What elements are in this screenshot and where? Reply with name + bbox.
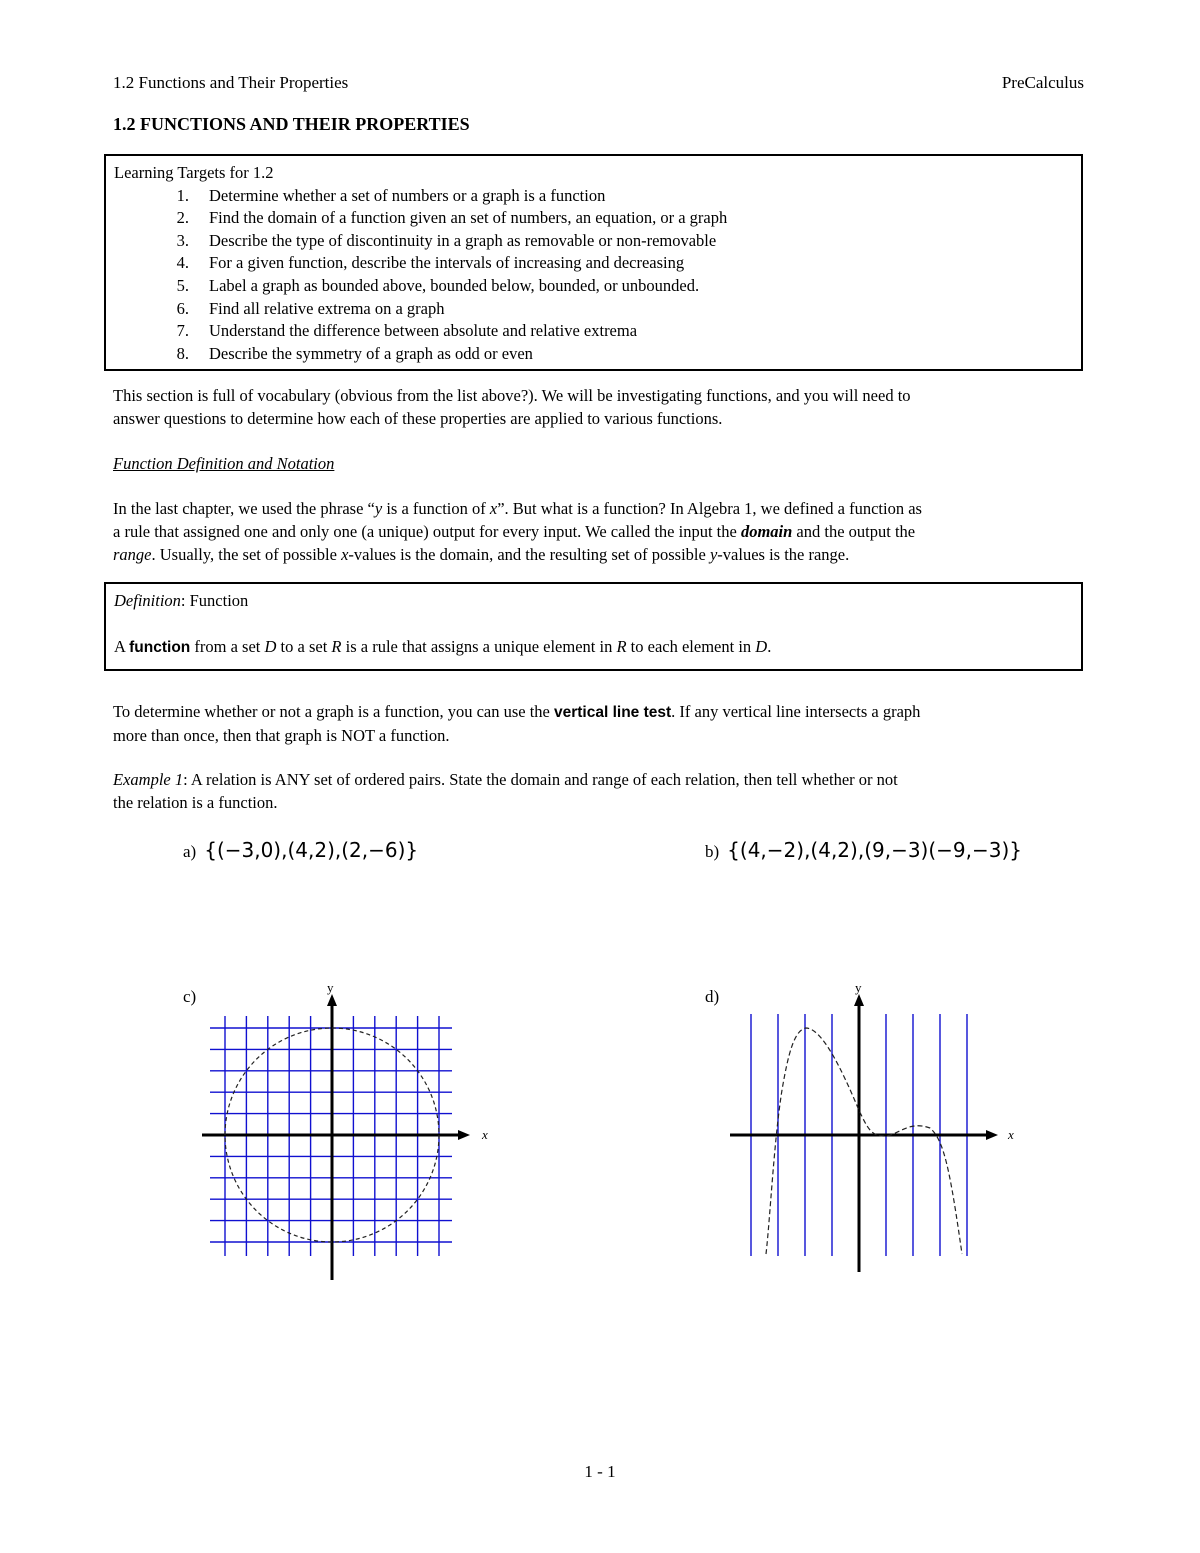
- function-term: function: [129, 639, 191, 656]
- graph-d-x-arrow: [986, 1130, 998, 1140]
- intro-line-2: answer questions to determine how each of these properties are applied to various functions.: [113, 409, 723, 428]
- learning-target-text: Determine whether a set of numbers or a graph is a function: [209, 185, 606, 205]
- example-1-line-2: the relation is a function.: [113, 793, 278, 812]
- graph-d-function-curve: [766, 1028, 962, 1254]
- graph-c-label: c): [183, 987, 197, 1006]
- range-term: range: [113, 545, 152, 564]
- graph-d-y-arrow: [854, 994, 864, 1006]
- graph-c-y-label: y: [327, 980, 334, 995]
- graph-c-x-arrow: [458, 1130, 470, 1140]
- learning-target-text: Understand the difference between absolute and relative extrema: [209, 321, 638, 341]
- learning-target-item: [114, 275, 1073, 298]
- relation-a: a) {(−3,0),(4,2),(2,−6)}: [183, 838, 419, 862]
- domain-term: domain: [740, 522, 793, 541]
- notation-paragraph: [113, 497, 1093, 566]
- definition-text: A function from a set D to a set R is a rule that assigns a unique element in R to each element in D.: [114, 637, 772, 656]
- learning-target-number: 8.: [176, 343, 189, 363]
- running-header-left: 1.2 Functions and Their Properties: [113, 73, 349, 92]
- learning-target-text: For a given function, describe the intervals of increasing and decreasing: [209, 253, 685, 273]
- learning-target-number: 1.: [176, 185, 189, 205]
- vertical-line-test-term: vertical line test: [554, 704, 672, 721]
- notation-line-2: a rule that assigned one and only one (a unique) output for every input. We called the input the domain and the output the: [113, 522, 916, 541]
- section-heading: Function Definition and Notation: [113, 454, 335, 473]
- definition-box: [104, 582, 1083, 671]
- page-number: 1 - 1: [584, 1462, 616, 1481]
- learning-target-item: [114, 320, 1073, 343]
- learning-target-text: Label a graph as bounded above, bounded below, bounded, or unbounded.: [209, 275, 700, 295]
- page-title: 1.2 FUNCTIONS AND THEIR PROPERTIES: [113, 114, 470, 134]
- notation-line-1: In the last chapter, we used the phrase “y is a function of x”. But what is a function? In Algebra 1, we defined a function as: [113, 499, 922, 518]
- learning-target-number: 6.: [176, 298, 189, 318]
- learning-target-text: Describe the type of discontinuity in a graph as removable or non-removable: [209, 230, 717, 250]
- learning-target-item: [114, 298, 1073, 321]
- learning-target-number: 4.: [176, 253, 189, 273]
- learning-target-number: 3.: [176, 230, 189, 250]
- learning-target-text: Find all relative extrema on a graph: [209, 298, 445, 318]
- learning-target-text: Describe the symmetry of a graph as odd or even: [209, 343, 533, 363]
- learning-target-item: [114, 230, 1073, 253]
- graph-d-x-label: x: [1008, 1127, 1014, 1142]
- relation-b-expression: {(4,−2),(4,2),(9,−3)(−9,−3)}: [727, 838, 1023, 862]
- learning-targets-box: [104, 154, 1083, 371]
- graph-c-x-label: x: [482, 1127, 488, 1142]
- learning-target-number: 7.: [176, 321, 189, 341]
- learning-targets-heading: Learning Targets for 1.2: [114, 163, 274, 182]
- learning-target-number: 5.: [176, 275, 189, 295]
- learning-target-item: [114, 207, 1073, 230]
- intro-line-1: This section is full of vocabulary (obvious from the list above?). We will be investigating functions, and you will need to: [113, 386, 911, 405]
- learning-target-item: [114, 343, 1073, 366]
- vlt-line-2: more than once, then that graph is NOT a function.: [113, 726, 450, 745]
- relation-a-expression: {(−3,0),(4,2),(2,−6)}: [204, 838, 419, 862]
- learning-target-item: [114, 252, 1073, 275]
- vertical-line-test-paragraph: [113, 700, 1093, 747]
- vlt-line-1: To determine whether or not a graph is a function, you can use the vertical line test. If any vertical line intersects a graph: [113, 702, 921, 721]
- graph-d-curve: [722, 980, 1022, 1280]
- learning-target-item: [114, 185, 1073, 208]
- graph-c-y-arrow: [327, 994, 337, 1006]
- graph-d-y-label: y: [855, 980, 862, 995]
- intro-paragraph: [113, 384, 1093, 430]
- learning-targets-list: [114, 185, 1073, 366]
- example-1-prompt: [113, 768, 1093, 814]
- graph-c-circle: [196, 980, 496, 1280]
- learning-target-number: 2.: [176, 208, 189, 228]
- example-1-line-1: Example 1: A relation is ANY set of ordered pairs. State the domain and range of each relation, then tell whether or not: [113, 770, 898, 789]
- definition-heading: Definition: Function: [114, 591, 249, 610]
- learning-target-text: Find the domain of a function given an set of numbers, an equation, or a graph: [209, 208, 728, 228]
- graph-d-label: d): [705, 987, 720, 1006]
- relation-b: b) {(4,−2),(4,2),(9,−3)(−9,−3)}: [705, 838, 1023, 862]
- notation-line-3: range. Usually, the set of possible x-values is the domain, and the resulting set of possible y-values is the range.: [113, 545, 850, 564]
- running-header-right: PreCalculus: [1001, 73, 1084, 92]
